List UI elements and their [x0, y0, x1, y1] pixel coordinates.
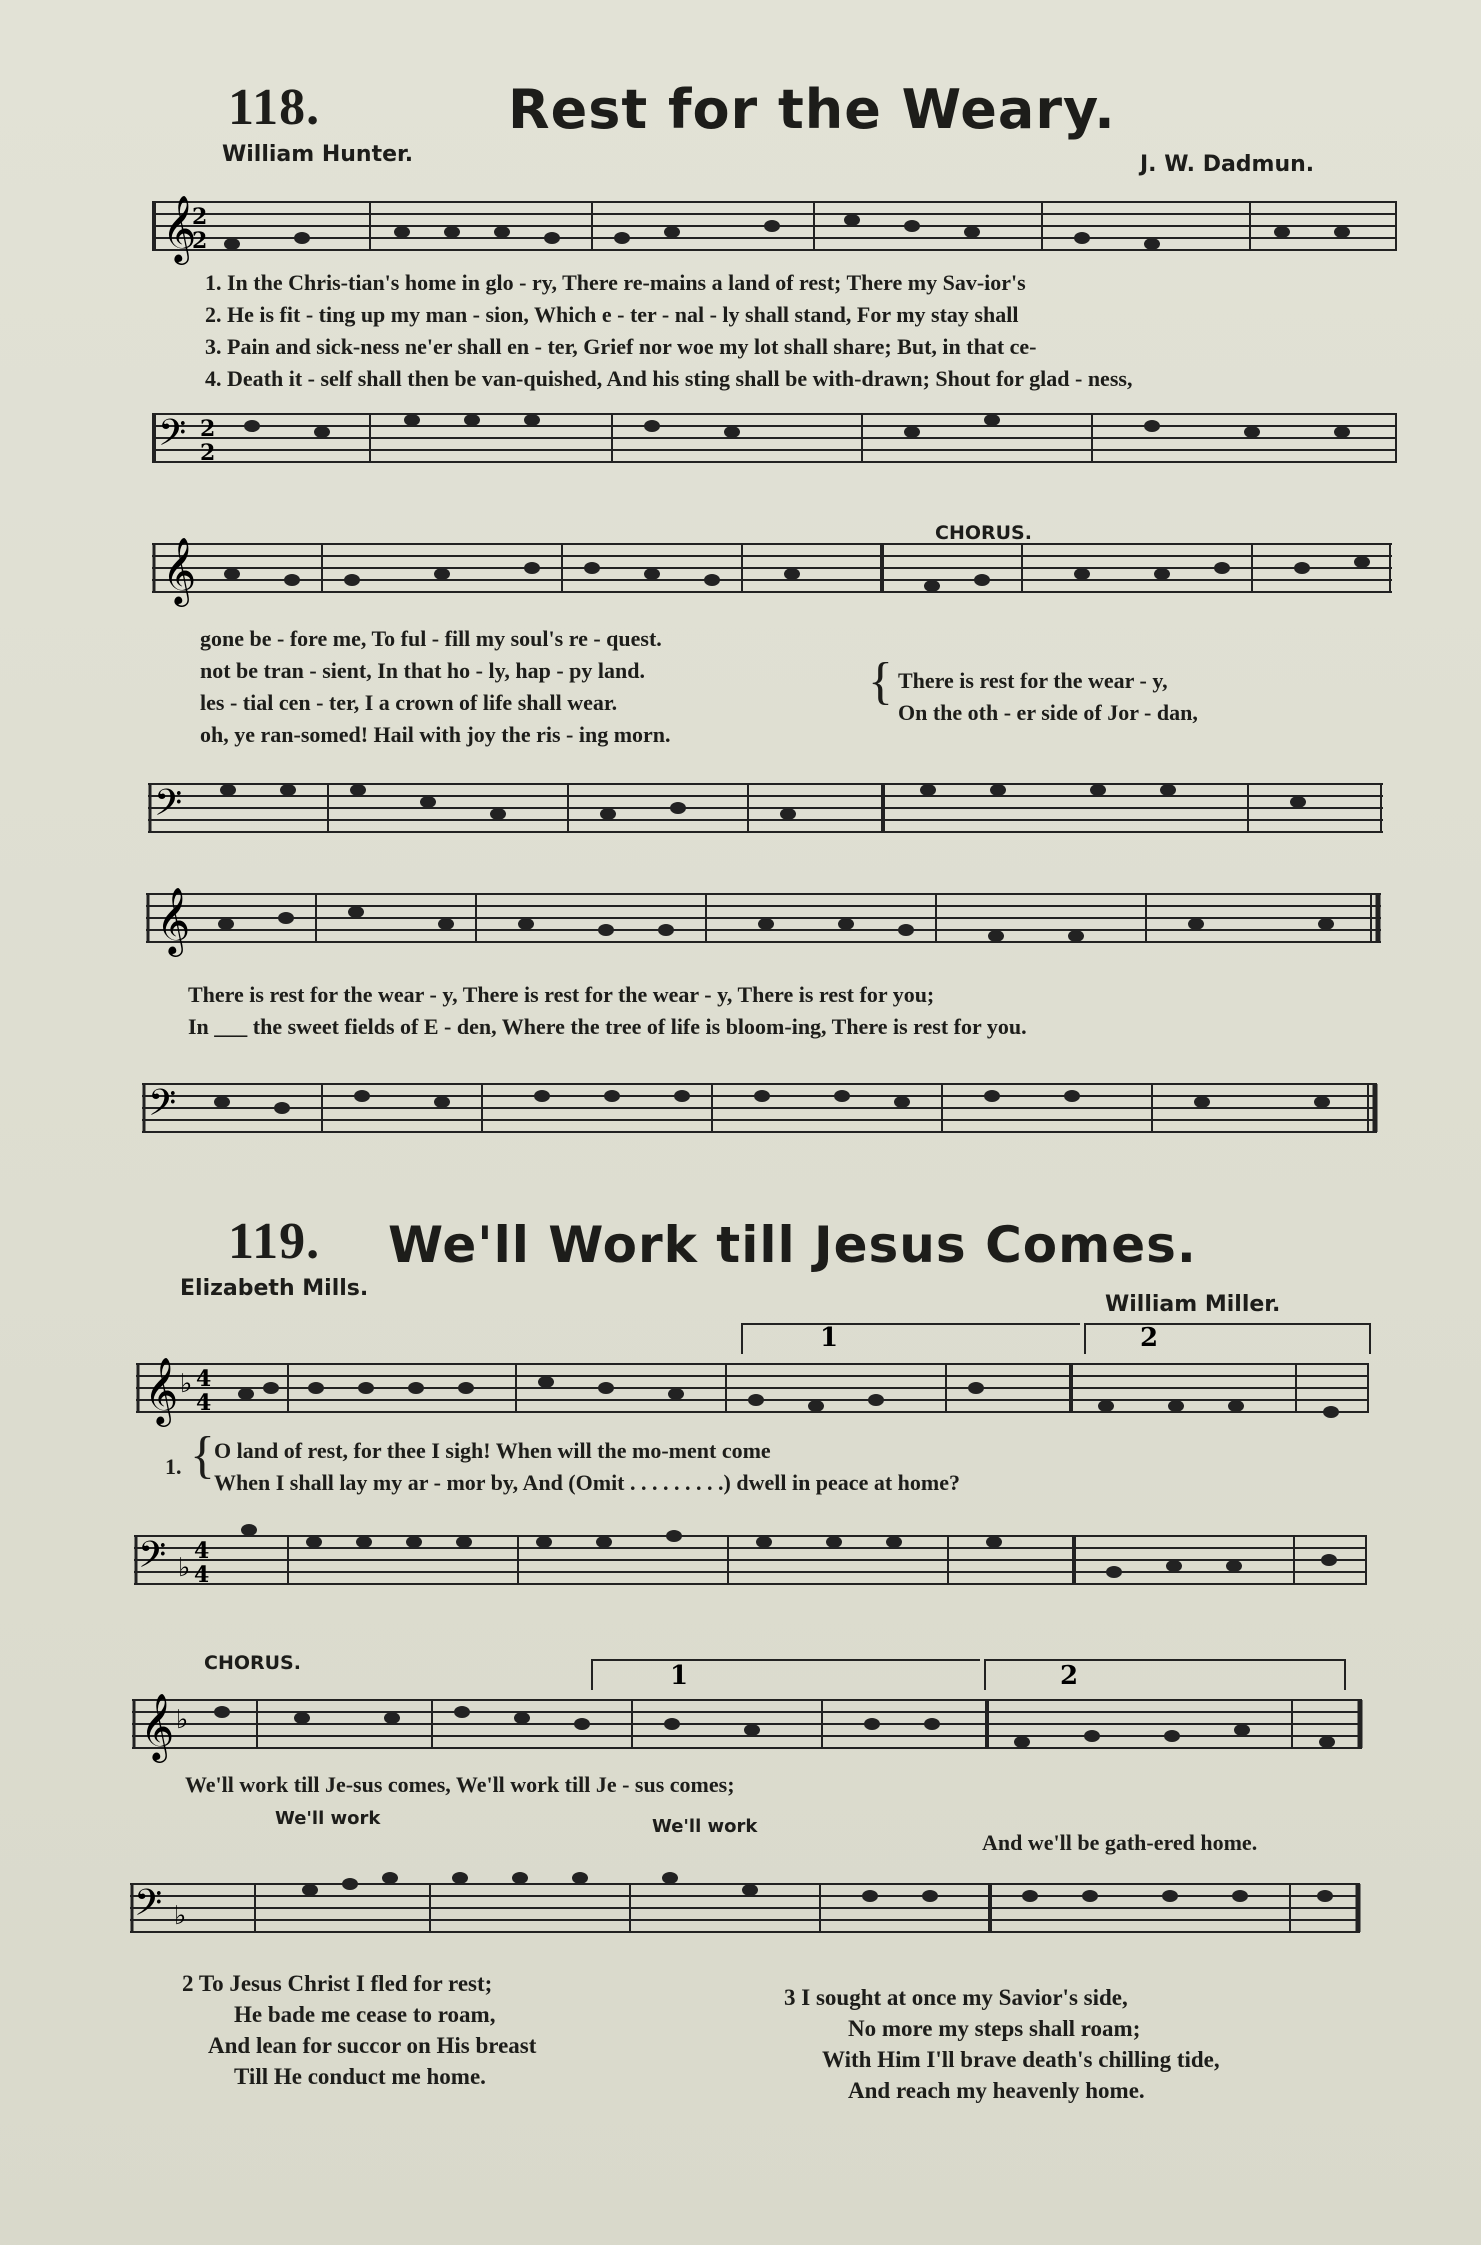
bass-staff [142, 1070, 1392, 1150]
svg-text:4: 4 [194, 1562, 210, 1588]
svg-text:4: 4 [196, 1366, 212, 1392]
verse-line: He bade me cease to roam, [234, 2002, 496, 2027]
svg-text:♭: ♭ [174, 1901, 187, 1931]
lyric-line: O land of rest, for thee I sigh! When will the mo-ment come [214, 1438, 771, 1463]
lyric-line: not be tran - sient, In that ho - ly, hap - py land. [200, 658, 645, 683]
svg-text:4: 4 [196, 1390, 212, 1416]
chorus-lyric-line: On the oth - er side of Jor - dan, [898, 700, 1198, 725]
lyric-line: 1. In the Chris-tian's home in glo - ry, There re-mains a land of rest; There my Sav-ior's [205, 270, 1026, 295]
chorus-label: CHORUS. [935, 522, 1032, 544]
svg-text:2: 2 [192, 204, 208, 230]
hymn-number: 118. [228, 79, 321, 136]
lyric-line: When I shall lay my ar - mor by, And (Omit . . . . . . . . .) dwell in peace at home? [214, 1470, 960, 1495]
svg-text:𝄢: 𝄢 [148, 1082, 177, 1133]
bass-staff [130, 1870, 1380, 1950]
svg-text:2: 2 [200, 440, 216, 466]
svg-text:4: 4 [194, 1538, 210, 1564]
chorus-lyric-line: There is rest for the wear - y, [898, 668, 1168, 693]
verse-line: 2 To Jesus Christ I fled for rest; [182, 1971, 493, 1996]
brace: { [868, 653, 893, 710]
verse-line: 3 I sought at once my Savior's side, [784, 1985, 1128, 2010]
lyricist-credit: William Hunter. [222, 142, 414, 167]
svg-text:𝄞: 𝄞 [140, 1692, 175, 1760]
svg-text:𝄞: 𝄞 [144, 1356, 179, 1424]
verse-2 [182, 1968, 536, 2092]
lyric-line: les - tial cen - ter, I a crown of life shall wear. [200, 690, 618, 715]
chorus-label: CHORUS. [204, 1652, 301, 1674]
ending-number: 2 [1140, 1323, 1159, 1353]
composer-credit: J. W. Dadmun. [1140, 152, 1315, 177]
treble-staff [152, 188, 1402, 268]
svg-text:𝄢: 𝄢 [138, 1534, 167, 1585]
verse-line: No more my steps shall roam; [848, 2016, 1141, 2041]
lyricist-credit: Elizabeth Mills. [180, 1276, 369, 1301]
svg-text:𝄢: 𝄢 [154, 782, 183, 833]
lyric-line: 3. Pain and sick-ness ne'er shall en - ter, Grief nor woe my lot shall share; But, in that ce- [205, 334, 1037, 359]
bass-staff [148, 770, 1398, 850]
verse-line: Till He conduct me home. [234, 2064, 486, 2089]
treble-staff [132, 1686, 1382, 1766]
svg-text:2: 2 [192, 228, 208, 254]
verse-line: And reach my heavenly home. [848, 2078, 1145, 2103]
treble-staff [152, 530, 1402, 610]
svg-text:𝄢: 𝄢 [134, 1882, 163, 1933]
chorus-lyric-line: And we'll be gath-ered home. [982, 1830, 1258, 1855]
bass-staff [134, 1522, 1384, 1602]
lyric-line: In ___ the sweet fields of E - den, Where the tree of life is bloom-ing, There is rest for you. [188, 1014, 1027, 1039]
hymn-title: We'll Work till Jesus Comes. [388, 1216, 1197, 1274]
verse-line: And lean for succor on His breast [208, 2033, 537, 2058]
chorus-lyric-line: We'll work till Je-sus comes, We'll work till Je - sus comes; [185, 1772, 735, 1797]
lyric-line: There is rest for the wear - y, There is rest for the wear - y, There is rest for you; [188, 982, 935, 1007]
treble-staff [146, 880, 1396, 960]
composer-credit: William Miller. [1105, 1292, 1281, 1317]
svg-text:♭: ♭ [178, 1553, 191, 1583]
svg-text:𝄢: 𝄢 [158, 412, 187, 463]
svg-text:𝄞: 𝄞 [162, 536, 197, 604]
ending-number: 2 [1060, 1661, 1079, 1691]
svg-text:𝄞: 𝄞 [162, 194, 197, 262]
svg-text:♭: ♭ [176, 1705, 189, 1735]
lyric-line: 2. He is fit - ting up my man - sion, Which e - ter - nal - ly shall stand, For my stay shall [205, 302, 1019, 327]
svg-text:♭: ♭ [180, 1369, 193, 1399]
brace: { [190, 1427, 215, 1484]
lyric-line: gone be - fore me, To ful - fill my soul's re - quest. [200, 626, 662, 651]
ending-number: 1 [820, 1323, 839, 1353]
svg-text:2: 2 [200, 416, 216, 442]
lyric-line: 4. Death it - self shall then be van-quished, And his sting shall be with-drawn; Shout for glad - ness, [205, 366, 1133, 391]
verse-number: 1. [165, 1454, 182, 1479]
svg-text:𝄞: 𝄞 [156, 886, 191, 954]
hymn-number: 119. [228, 1213, 321, 1270]
ending-number: 1 [670, 1661, 689, 1691]
echo-text: We'll work [275, 1808, 381, 1829]
treble-staff [136, 1350, 1386, 1430]
lyric-line: oh, ye ran-somed! Hail with joy the ris - ing morn. [200, 722, 671, 747]
verse-3 [784, 1982, 1220, 2106]
echo-text: We'll work [652, 1816, 758, 1837]
hymn-title: Rest for the Weary. [508, 78, 1116, 141]
verse-line: With Him I'll brave death's chilling tide, [822, 2047, 1220, 2072]
bass-staff [152, 400, 1402, 480]
